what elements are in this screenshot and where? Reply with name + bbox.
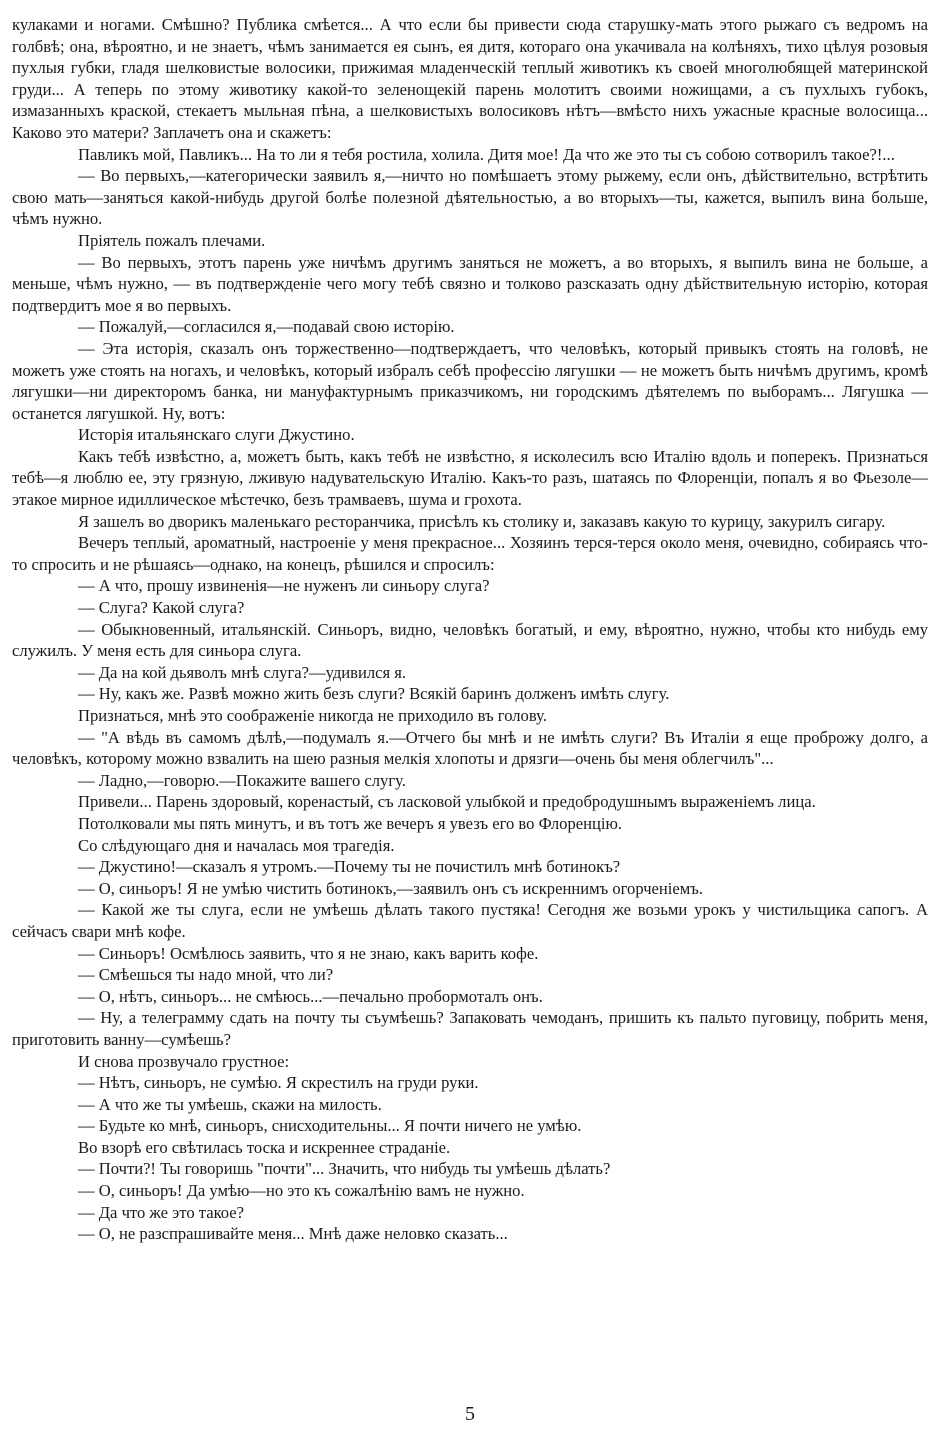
paragraph: — О, не разспрашивайте меня... Мнѣ даже неловко сказать... xyxy=(78,1224,508,1244)
paragraph: — Смѣешься ты надо мной, что ли? xyxy=(78,965,334,985)
story-title: Исторія итальянскаго слуги Джустино. xyxy=(78,425,355,445)
paragraph: — "А вѣдь въ самомъ дѣлѣ,—подумалъ я.—Отчего бы мнѣ и не имѣть слуги? Въ Италіи я еще проброжу долго, а человѣкъ, которому можно взвалить на шею разныя мелкія хлопоты и дрязги—очень бы меня облегчилъ"... xyxy=(12,727,928,769)
paragraph: И снова прозвучало грустное: xyxy=(78,1051,290,1071)
paragraph: Павликъ мой, Павликъ... На то ли я тебя ростила, холила. Дитя мое! Да что же это ты съ собою сотворилъ такое?!... xyxy=(78,144,895,164)
page-text xyxy=(12,14,928,1245)
paragraph: Какъ тебѣ извѣстно, а, можетъ быть, какъ тебѣ не извѣстно, я исколесилъ всю Италію вдоль и поперекъ. Признаться тебѣ—я люблю ее, эту грязную, лживую надувательскую Италію. Какъ-то разъ, шатаясь по Флоренціи, попалъ я во Фьезоле—этакое мирное идиллическое мѣстечко, безъ трамваевъ, шума и грохота. xyxy=(12,446,928,510)
paragraph: — Ладно,—говорю.—Покажите вашего слугу. xyxy=(78,770,406,790)
paragraph: Со слѣдующаго дня и началась моя трагедія. xyxy=(78,835,395,855)
paragraph: — Во первыхъ, этотъ парень уже ничѣмъ другимъ заняться не можетъ, а во вторыхъ, я выпилъ вина не больше, а меньше, чѣмъ нужно, — въ подтвержденіе чего могу тебѣ связно и толково разсказать одну дѣйствительную исторію, которая подтвердитъ мое я во первыхъ. xyxy=(12,252,928,315)
paragraph: — Эта исторія, сказалъ онъ торжественно—подтверждаетъ, что человѣкъ, который привыкъ стоять на головѣ, не можетъ уже стоять на ногахъ, и человѣкъ, который избралъ себѣ профессію лягушки — не можетъ быть ничѣмъ другимъ, кромѣ лягушки—ни директоромъ банка, ни мануфактурнымъ приказчикомъ, ни городскимъ дѣятелемъ по выборамъ... Лягушка — останется лягушкой. Ну, вотъ: xyxy=(12,338,928,423)
paragraph: — Ну, а телеграмму сдать на почту ты съумѣешь? Запаковать чемоданъ, пришить къ пальто пуговицу, побрить меня, приготовить ванну—сумѣешь? xyxy=(12,1008,928,1049)
paragraph: Признаться, мнѣ это соображеніе никогда не приходило въ голову. xyxy=(78,706,547,725)
paragraph: — Слуга? Какой слуга? xyxy=(78,598,245,618)
paragraph: кулаками и ногами. Смѣшно? Публика смѣется... А что если бы привести сюда старушку-мать этого рыжаго съ ведромъ на голбвѣ; она, вѣроятно, и не знаетъ, чѣмъ занимается ея сынъ, ея дитя, котораго она укачивала на колѣняхъ, тихо цѣлуя розовыя пухлыя губки, гладя шелковистые волосики, прижимая младенческій теплый животикъ къ своей многолюбящей материнской груди... А теперь по этому животику какой-то зеленощекій парень молотитъ своими ножищами, а съ пухлыхъ губокъ, измазанныхъ краской, стекаетъ мыльная пѣна, а шелковистыхъ волосиковъ нѣтъ—вмѣсто нихъ ужасные красные волосища... Каково это матери? Заплачетъ она и скажетъ: xyxy=(12,15,928,142)
paragraph: Привели... Парень здоровый, коренастый, съ ласковой улыбкой и предобродушнымъ выраженіемъ лица. xyxy=(78,792,816,812)
paragraph: — Почти?! Ты говоришь "почти"... Значить, что нибудь ты умѣешь дѣлать? xyxy=(78,1159,611,1179)
page-number: 5 xyxy=(465,1403,475,1425)
paragraph: — Во первыхъ,—категорически заявилъ я,—ничто но помѣшаетъ этому рыжему, если онъ, дѣйствительно, встрѣтить свою мать—заняться какой-нибудь другой болѣе полезной дѣятельностью, а во вторыхъ—ты, кажется, выпилъ вина больше, чѣмъ нужно. xyxy=(12,166,928,229)
paragraph: — Обыкновенный, итальянскій. Синьоръ, видно, человѣкъ богатый, и ему, вѣроятно, нужно, чтобы кто нибудь ему служилъ. У меня есть для синьора слуга. xyxy=(12,619,928,661)
paragraph: — Да на кой дьяволъ мнѣ слуга?—удивился я. xyxy=(78,662,407,682)
paragraph: — Будьте ко мнѣ, синьоръ, снисходительны... Я почти ничего не умѣю. xyxy=(78,1116,582,1136)
paragraph: — О, синьоръ! Да умѣю—но это къ сожалѣнію вамъ не нужно. xyxy=(78,1181,525,1201)
paragraph: — Какой же ты слуга, если не умѣешь дѣлать такого пустяка! Сегодня же возьми урокъ у чистильщика сапогъ. А сейчасъ свари мнѣ кофе. xyxy=(12,900,928,941)
paragraph: — Пожалуй,—согласился я,—подавай свою исторію. xyxy=(78,317,455,337)
paragraph: — Джустино!—сказалъ я утромъ.—Почему ты не почистилъ мнѣ ботинокъ? xyxy=(78,857,621,877)
paragraph: Я зашелъ во дворикъ маленькаго ресторанчика, присѣлъ къ столику и, заказавъ какую то курицу, закурилъ сигару. xyxy=(78,511,886,531)
paragraph: Потолковали мы пять минутъ, и въ тотъ же вечеръ я увезъ его во Флоренцію. xyxy=(78,813,623,833)
paragraph: — Нѣтъ, синьоръ, не сумѣю. Я скрестилъ на груди руки. xyxy=(78,1073,479,1093)
paragraph: — А что, прошу извиненія—не нуженъ ли синьору слуга? xyxy=(78,576,490,596)
paragraph: — Да что же это такое? xyxy=(78,1202,245,1222)
paragraph: Пріятель пожалъ плечами. xyxy=(78,230,266,250)
paragraph: — О, синьоръ! Я не умѣю чистить ботинокъ,—заявилъ онъ съ искреннимъ огорченіемъ. xyxy=(78,878,703,898)
paragraph: — Ну, какъ же. Развѣ можно жить безъ слуги? Всякій баринъ долженъ имѣть слугу. xyxy=(78,684,670,704)
paragraph: — О, нѣтъ, синьоръ... не смѣюсь...—печально пробормоталъ онъ. xyxy=(78,986,543,1006)
paragraph: — А что же ты умѣешь, скажи на милость. xyxy=(78,1094,382,1114)
paragraph: — Синьоръ! Осмѣлюсь заявить, что я не знаю, какъ варить кофе. xyxy=(78,943,539,963)
paragraph: Вечеръ теплый, ароматный, настроеніе у меня прекрасное... Хозяинъ терся-терся около меня, очевидно, собираясь что-то спросить и не рѣшаясь—однако, на конецъ, рѣшился и спросилъ: xyxy=(12,533,928,574)
paragraph: Во взорѣ его свѣтилась тоска и искреннее страданіе. xyxy=(78,1137,451,1157)
